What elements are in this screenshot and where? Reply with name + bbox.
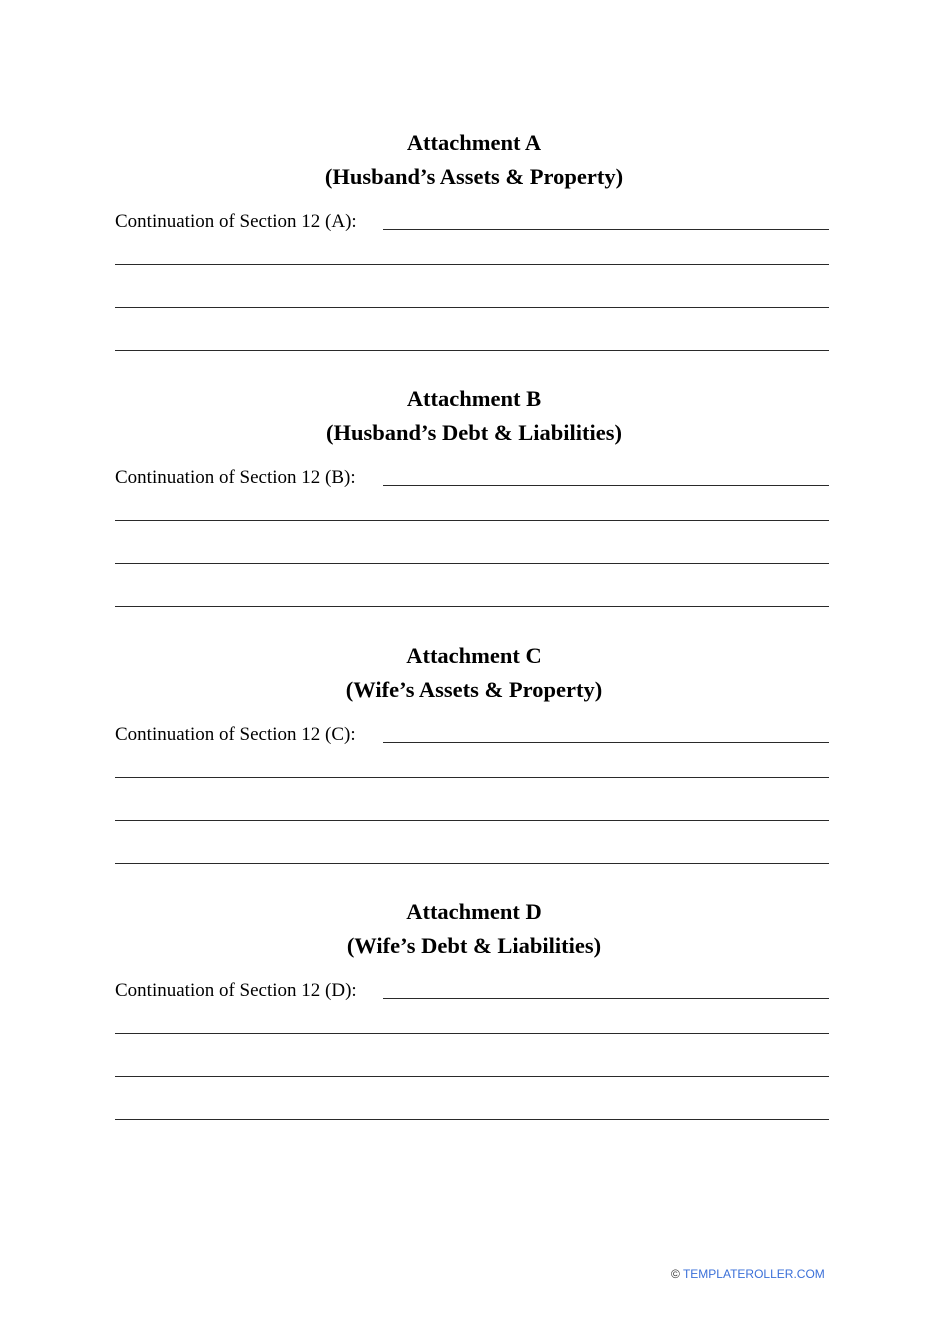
blank-line-1[interactable] <box>115 520 829 521</box>
continuation-field[interactable] <box>383 742 829 743</box>
attachment-title: Attachment D <box>406 899 542 924</box>
blank-line-1[interactable] <box>115 777 829 778</box>
footer-link[interactable]: TEMPLATEROLLER.COM <box>682 1267 825 1281</box>
attachment-title: Attachment C <box>406 643 542 668</box>
attachment-subtitle: (Husband’s Assets & Property) <box>324 164 624 189</box>
blank-line-3[interactable] <box>115 606 829 607</box>
blank-line-1[interactable] <box>115 1033 829 1034</box>
continuation-label: Continuation of Section 12 (D): <box>115 980 357 1001</box>
footer-watermark <box>671 1267 825 1281</box>
continuation-field[interactable] <box>383 998 829 999</box>
continuation-field[interactable] <box>383 485 829 486</box>
continuation-label: Continuation of Section 12 (B): <box>115 467 356 488</box>
blank-line-3[interactable] <box>115 863 829 864</box>
continuation-label: Continuation of Section 12 (C): <box>115 724 356 745</box>
blank-line-2[interactable] <box>115 1076 829 1077</box>
continuation-label: Continuation of Section 12 (A): <box>115 211 357 232</box>
attachment-subtitle: (Wife’s Assets & Property) <box>345 677 603 702</box>
continuation-field[interactable] <box>383 229 829 230</box>
blank-line-1[interactable] <box>115 264 829 265</box>
attachment-subtitle: (Husband’s Debt & Liabilities) <box>325 420 623 445</box>
blank-line-3[interactable] <box>115 350 829 351</box>
copyright-icon: © <box>671 1267 680 1281</box>
attachment-subtitle: (Wife’s Debt & Liabilities) <box>346 933 602 958</box>
attachment-title: Attachment A <box>406 130 542 155</box>
blank-line-2[interactable] <box>115 563 829 564</box>
blank-line-2[interactable] <box>115 307 829 308</box>
blank-line-3[interactable] <box>115 1119 829 1120</box>
blank-line-2[interactable] <box>115 820 829 821</box>
attachment-title: Attachment B <box>406 386 542 411</box>
